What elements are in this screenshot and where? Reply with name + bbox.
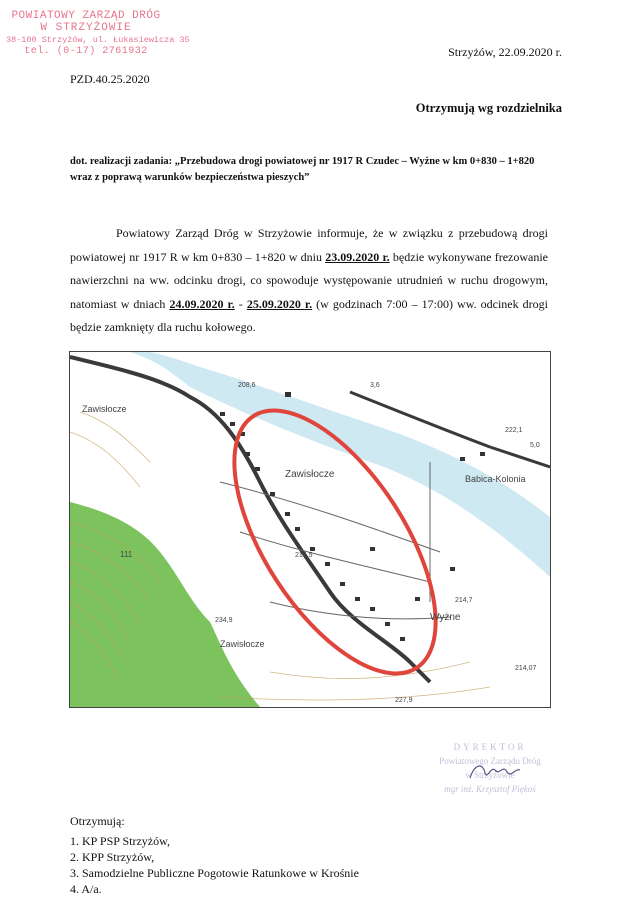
subject-line-1: dot. realizacji zadania: „Przebudowa drogi powiatowej nr 1917 R Czudec – Wyżne w km 0+830 – 1+820 <box>70 156 535 167</box>
label-elev-7: 208,6 <box>238 382 256 389</box>
body-text-1: Powiatowy Zarząd Dróg w Strzyżowie informuje, że w związku z przebudową drogi powiatowej nr 1917 R w km 0+830 – 1+820 w dniu <box>70 226 548 264</box>
recipients-line: Otrzymują wg rozdzielnika <box>415 101 562 115</box>
date-closure-start: 24.09.2020 r. <box>169 296 235 311</box>
subject <box>70 154 570 186</box>
label-elev-5: 222,1 <box>505 427 523 434</box>
body-dash: - <box>234 296 247 311</box>
signature-title: DYREKTOR <box>453 742 527 752</box>
label-elev-2: 214,7 <box>455 597 473 604</box>
distribution-list <box>70 833 359 897</box>
list-item: 4. A/a. <box>70 882 102 896</box>
date-closure-end: 25.09.2020 r. <box>246 296 313 311</box>
label-zawislocze-top: Zawisłocze <box>82 404 127 414</box>
signature-org: Powiatowego Zarządu Dróg <box>439 756 541 766</box>
label-zawislocze-mid: Zawisłocze <box>285 469 335 480</box>
label-elev-3: 214,07 <box>515 665 537 672</box>
label-elev-8: 3,6 <box>370 382 380 389</box>
office-stamp <box>6 10 190 58</box>
label-elev-9: 5,0 <box>530 442 540 449</box>
label-zawislocze-low: Zawisłocze <box>220 639 265 649</box>
date-milling: 23.09.2020 r. <box>325 249 390 264</box>
document-date: Strzyżów, 22.09.2020 r. <box>448 45 562 59</box>
reference-number: PZD.40.25.2020 <box>70 72 150 86</box>
body-text-3: (w godzinach 7:00 – 17:00) ww. odcinek drogi będzie zamknięty dla ruchu kołowego. <box>70 296 548 334</box>
body-paragraph <box>70 222 548 340</box>
label-elev-4: 227,9 <box>395 697 413 704</box>
label-elev-1: 216,5 <box>295 552 313 559</box>
stamp-line-2: W STRZYŻOWIE <box>40 22 132 34</box>
signature-place: w Strzyżowie <box>465 770 515 780</box>
label-wyzne: Wyżne <box>430 612 461 623</box>
signature-name: mgr inż. Krzysztof Piękoś <box>444 784 536 794</box>
distribution-heading: Otrzymują: <box>70 814 125 828</box>
list-item: 2. KPP Strzyżów, <box>70 850 155 864</box>
label-babica: Babica-Kolonia <box>465 474 526 484</box>
body-text-2: będzie wykonywane frezowanie nawierzchni na ww. odcinku drogi, co spowoduje występowanie utrudnień w ruchu drogowym, natomiast w dniach <box>70 249 548 311</box>
stamp-line-1: POWIATOWY ZARZĄD DRÓG <box>11 10 161 22</box>
subject-line-2: wraz z poprawą warunków bezpieczeństwa pieszych” <box>70 172 310 183</box>
handwritten-signature <box>465 758 525 784</box>
director-signature-stamp <box>415 740 565 796</box>
stamp-line-3: 38-100 Strzyżów, ul. Łukasiewicza 35 <box>6 35 190 45</box>
map-svg <box>70 352 550 707</box>
location-map <box>69 351 551 708</box>
list-item: 1. KP PSP Strzyżów, <box>70 834 171 848</box>
list-item: 3. Samodzielne Publiczne Pogotowie Ratunkowe w Krośnie <box>70 866 359 880</box>
label-obszar: 111 <box>120 550 133 559</box>
label-elev-6: 234,9 <box>215 617 233 624</box>
stamp-line-4: tel. (0-17) 2761932 <box>24 46 148 57</box>
